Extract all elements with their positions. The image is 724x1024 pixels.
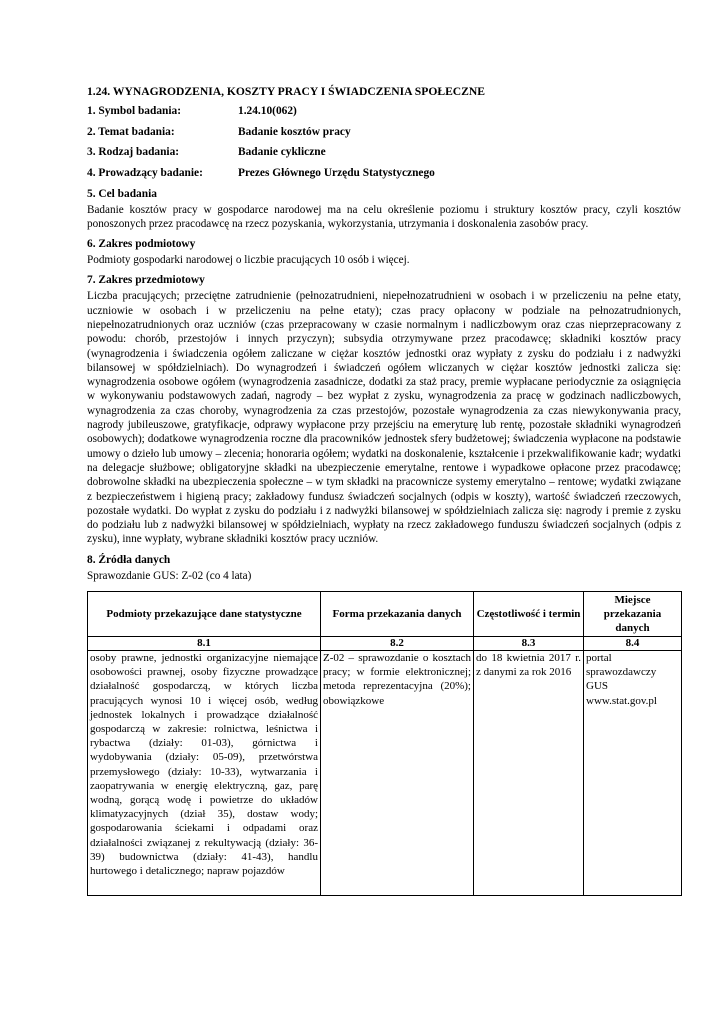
meta-row-temat bbox=[87, 125, 681, 140]
table-cell-forma: Z-02 – sprawozdanie o kosztach pracy; w formie elektronicznej; metoda reprezentacyjna (20%); obowiązkowe bbox=[321, 651, 474, 896]
table-cell-podmioty: osoby prawne, jednostki organizacyjne niemające osobowości prawnej, osoby fizyczne prowadzące działalność gospodarczą, w których liczba pracujących wynosi 10 i więcej osób, według jednostek lokalnych i prowadzące działalność gospodarczą w zakresie: rolnictwa, leśnictwa i rybactwa (działy: 01-03), górnictwa i wydobywania (działy: 05-09), przetwórstwa przemysłowego (działy: 10-33), wytwarzania i zaopatrywania w energię elektryczną, gaz, parę wodną, gorącą wodę i powietrze do układów klimatyzacyjnych (dział 35), dostaw wody; gospodarowania ściekami i odpadami oraz działalności związanej z rekultywacją (działy: 36-39) budownictwa (działy: 41-43), handlu hurtowego i detalicznego; napraw pojazdów bbox=[88, 651, 321, 896]
meta-value: Badanie cykliczne bbox=[238, 146, 326, 158]
section-text-przedmiotowy: Liczba pracujących; przeciętne zatrudnienie (pełnozatrudnieni, niepełnozatrudnieni w osobach i w przeliczeniu na pełne etaty, uczniowie w osobach i w przeliczeniu na pełne etaty); czas pracy opłacony w podziale na pełnozatrudnionych, niepełnozatrudnionych oraz uczniów (czas przepracowany w czasie normalnym i nadliczbowym oraz czas nieprzepracowany z powodu: chorób, przestojów i innych przyczyn); subsydia otrzymywane przez pracodawcę; składniki kosztów pracy (wynagrodzenia i świadczenia ogółem zaliczane w ciężar kosztów jednostki oraz wypłaty z zysku do podziału i z nadwyżki bilansowej w spółdzielniach). Do wynagrodzeń i świadczeń ogółem wliczanych w ciężar kosztów jednostki zalicza się: wynagrodzenia osobowe ogółem (wynagrodzenia zasadnicze, dodatki za staż pracy, premie wypłacane periodycznie za osiągnięcia w wykonywaniu podstawowych zadań, nagrody – bez wypłat z zysku, wynagrodzenia za pracę w godzinach nadliczbowych, wynagrodzenia za czas choroby, wynagrodzenia za czas przestojów, pozostałe wynagrodzenia za czas niewykonywania pracy, nagrody jubileuszowe, gratyfikacje, odprawy wypłacone przy przejściu na emeryturę lub rentę, pozostałe składniki wynagrodzeń osobowych); dodatkowe wynagrodzenia roczne dla pracowników jednostek sfery budżetowej; świadczenia wypłacone na podstawie umowy o dzieło lub umowy – zlecenia; honoraria ogółem; wydatki na doskonalenie, kształcenie i przekwalifikowanie kadr; wydatki na delegacje służbowe; obligatoryjne składki na ubezpieczenie emerytalne, rentowe i wypadkowe opłacone przez pracodawcę; dobrowolne składki na ubezpieczenia społeczne – w tym składki na pracownicze systemy emerytalno – rentowe; wydatki związane z bezpieczeństwem i higieną pracy; zakładowy fundusz świadczeń socjalnych (odpis w koszty), wartość świadczeń rzeczowych, pozostałe wydatki. Do wypłat z zysku do podziału i z nadwyżki bilansowej w spółdzielniach zalicza się: nagrody i premie z zysku do podziału lub z nadwyżki bilansowej w spółdzielniach, wypłaty na rzecz zakładowego funduszu świadczeń socjalnych (odpis z zysku), inne wypłaty, wybrane składniki kosztów pracy uczniów. bbox=[87, 290, 681, 546]
meta-row-rodzaj bbox=[87, 145, 681, 160]
meta-key: 4. Prowadzący badanie: bbox=[87, 166, 203, 179]
table-number-cell: 8.1 bbox=[88, 637, 321, 651]
section-text-cel: Badanie kosztów pracy w gospodarce narodowej ma na celu określenie poziomu i struktury kosztów pracy, czyli kosztów ponoszonych przez pracodawcę na rzecz pozyskania, wykorzystania, utrzymania i doskonalenia zasobów pracy. bbox=[87, 203, 681, 230]
table-number-cell: 8.4 bbox=[584, 637, 682, 651]
table-header-cell: Miejsce przekazania danych bbox=[584, 592, 682, 637]
section-title-podmiotowy: 6. Zakres podmiotowy bbox=[87, 238, 196, 251]
meta-value: Badanie kosztów pracy bbox=[238, 125, 351, 138]
section-title-cel: 5. Cel badania bbox=[87, 187, 157, 200]
section-title-zrodla: 8. Źródła danych bbox=[87, 553, 171, 566]
table-cell-miejsce: portal sprawozdawczy GUS www.stat.gov.pl bbox=[584, 651, 682, 896]
document-page bbox=[87, 84, 681, 896]
meta-value: Prezes Głównego Urzędu Statystycznego bbox=[238, 166, 435, 179]
section-title-przedmiotowy: 7. Zakres przedmiotowy bbox=[87, 274, 205, 287]
data-sources-table bbox=[87, 591, 682, 896]
meta-value: 1.24.10(062) bbox=[238, 105, 297, 117]
table-header-cell: Częstotliwość i termin bbox=[474, 592, 584, 637]
meta-key: 3. Rodzaj badania: bbox=[87, 146, 180, 158]
meta-row-prowadzacy bbox=[87, 166, 681, 181]
meta-row-symbol bbox=[87, 104, 681, 119]
meta-key: 2. Temat badania: bbox=[87, 125, 175, 138]
section-text-zrodla: Sprawozdanie GUS: Z-02 (co 4 lata) bbox=[87, 569, 252, 582]
table-header-cell: Podmioty przekazujące dane statystyczne bbox=[88, 592, 321, 637]
chapter-title: 1.24. WYNAGRODZENIA, KOSZTY PRACY I ŚWIADCZENIA SPOŁECZNE bbox=[87, 85, 486, 98]
table-header-row bbox=[88, 592, 682, 637]
table-number-row bbox=[88, 637, 682, 651]
meta-key: 1. Symbol badania: bbox=[87, 105, 182, 117]
table-header-cell: Forma przekazania danych bbox=[321, 592, 474, 637]
section-text-podmiotowy: Podmioty gospodarki narodowej o liczbie pracujących 10 osób i więcej. bbox=[87, 254, 410, 267]
table-row bbox=[88, 651, 682, 896]
table-cell-termin: do 18 kwietnia 2017 r. z danymi za rok 2016 bbox=[474, 651, 584, 896]
table-number-cell: 8.2 bbox=[321, 637, 474, 651]
table-number-cell: 8.3 bbox=[474, 637, 584, 651]
